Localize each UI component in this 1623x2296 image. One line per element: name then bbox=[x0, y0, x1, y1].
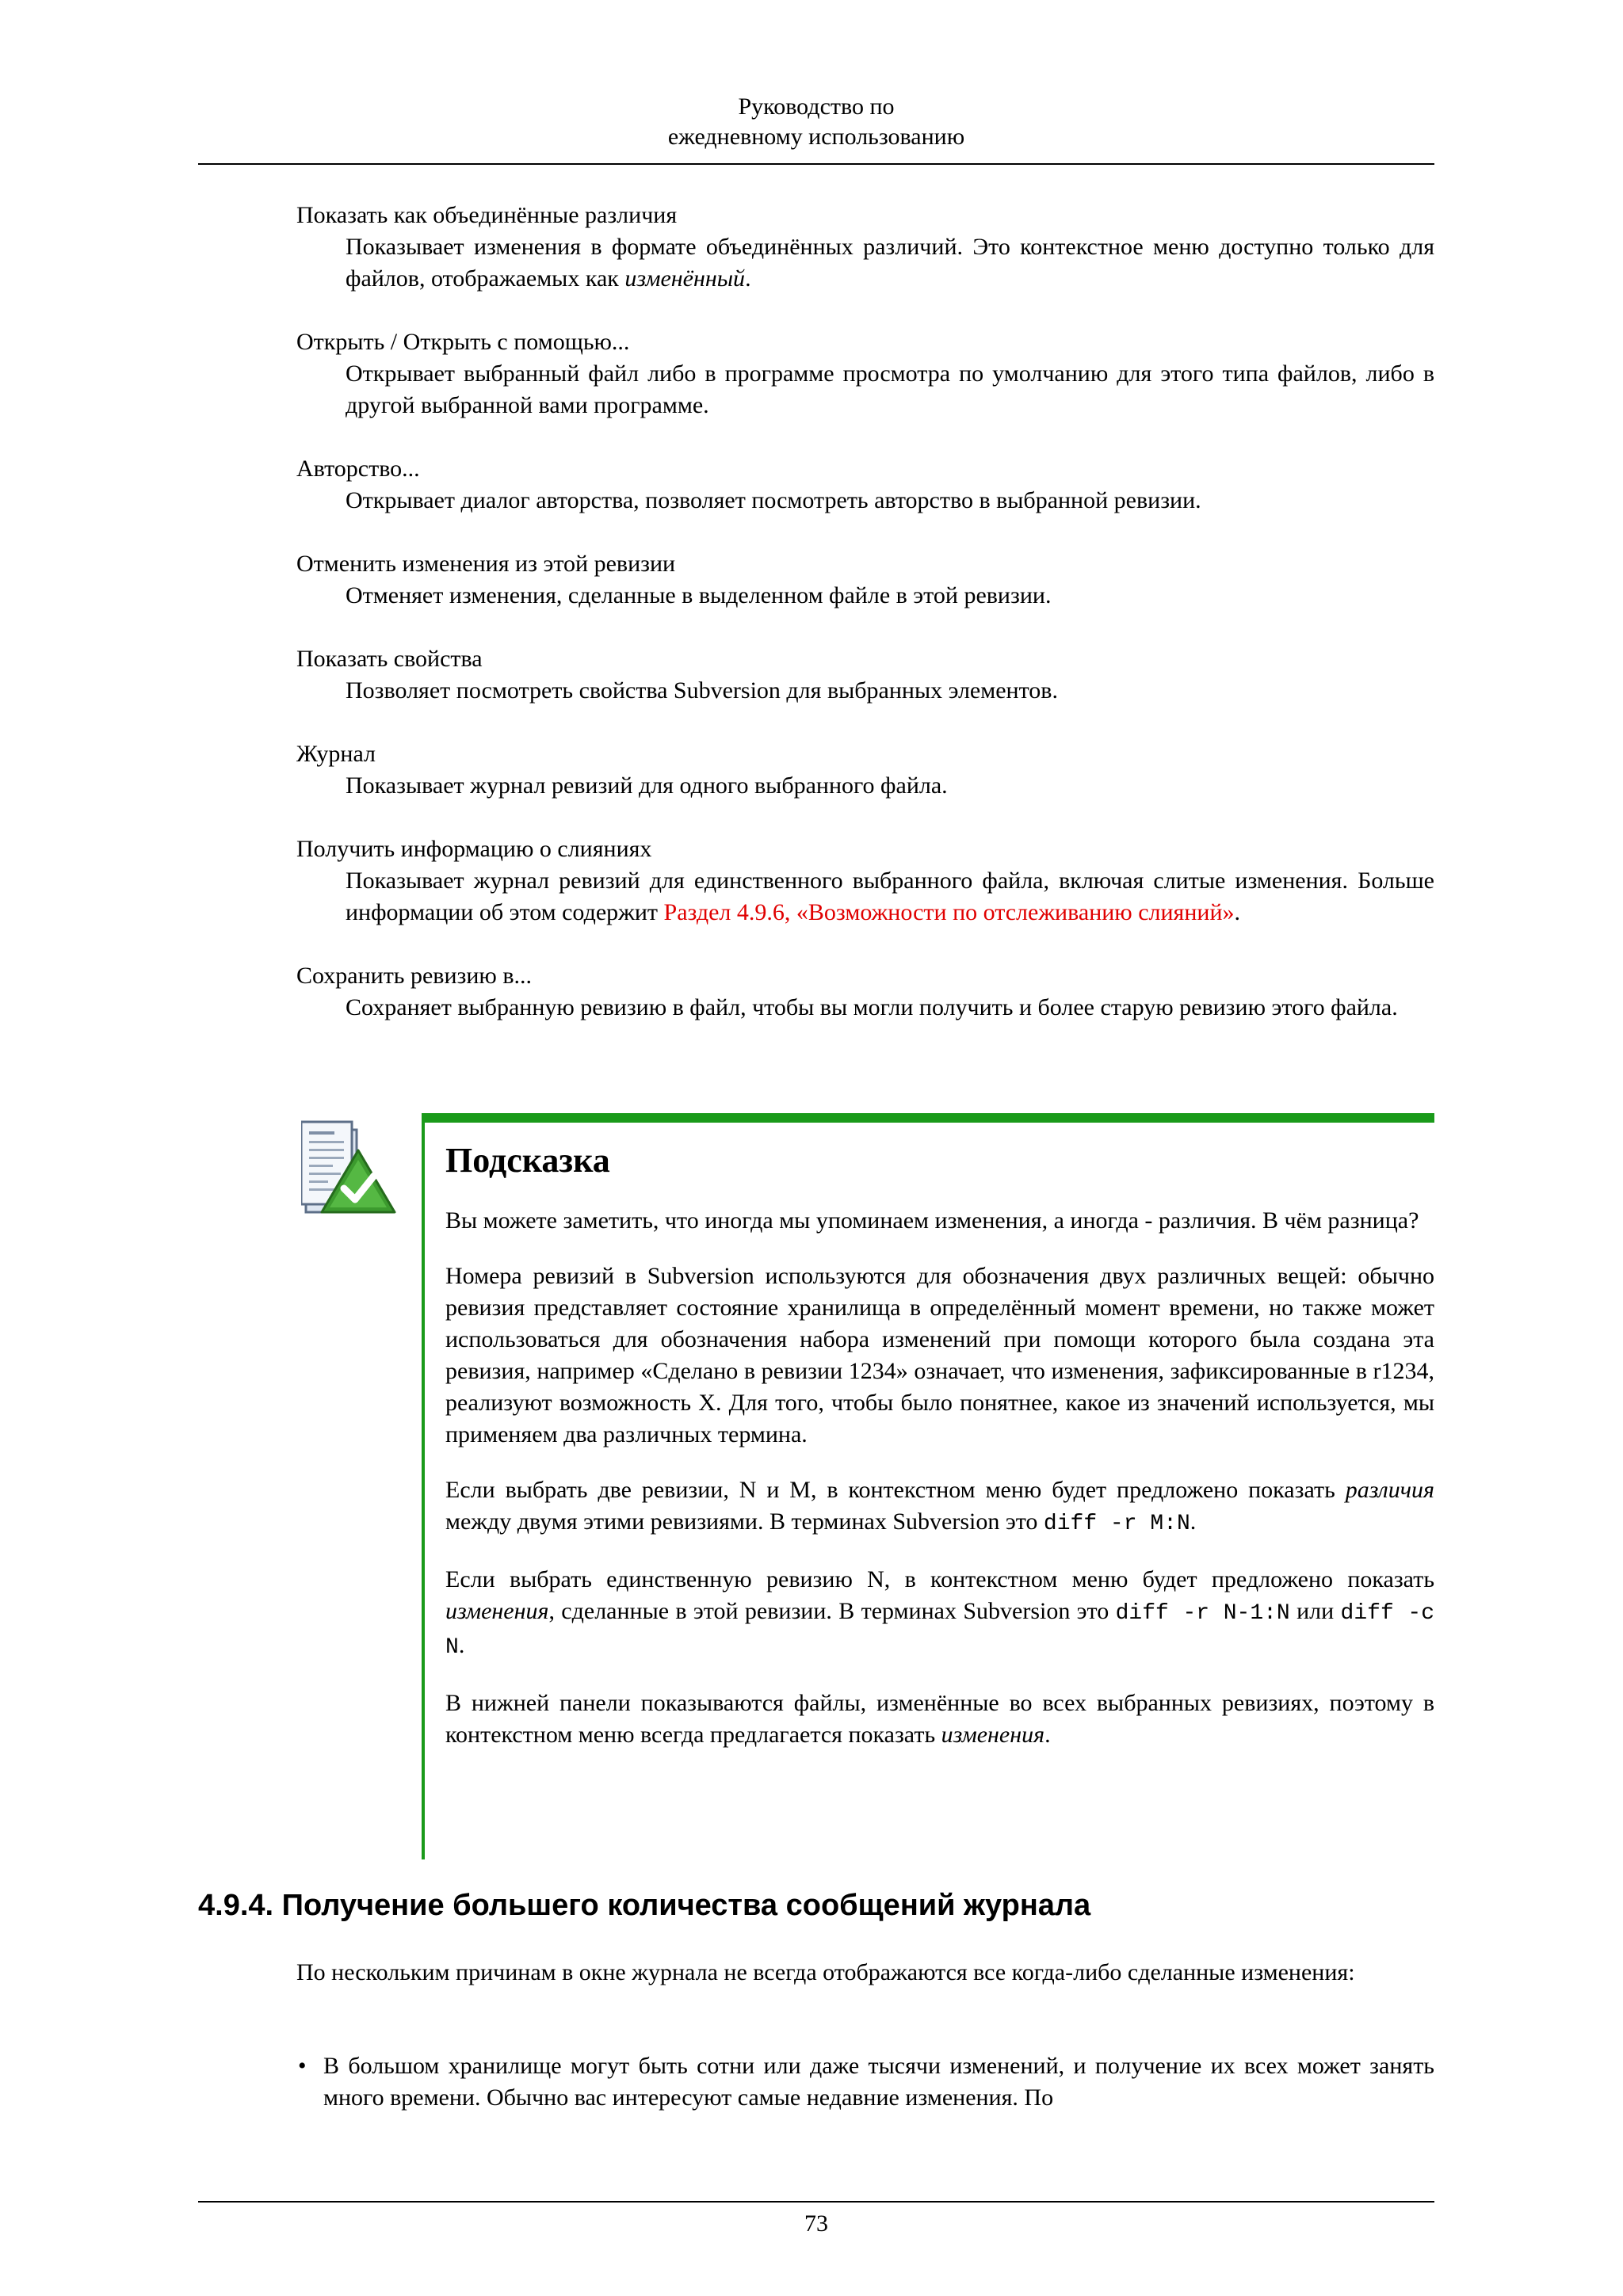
tip-text: . bbox=[1190, 1508, 1197, 1535]
definition-term: Авторство... bbox=[296, 456, 420, 482]
tip-paragraph: Номера ревизий в Subversion используются для обозначения двух различных вещей: обычно ревизия представляет состояние хранилища в определённый момент времени, но также может использоваться для обозначения набора изменений при помощи которого была создана эта ревизия, например «Сделано в ревизии 1234» означает, что изменения, зафиксированные в r1234, реализуют возможность X. Для того, чтобы было понятнее, какое из значений используется, мы применяем два различных термина. bbox=[445, 1263, 1434, 1447]
section-heading: 4.9.4. Получение большего количества сообщений журнала bbox=[198, 1889, 1091, 1922]
definition-term: Показать как объединённые различия bbox=[296, 202, 678, 228]
tip-content bbox=[445, 1137, 1434, 1775]
tip-text: или bbox=[1289, 1598, 1341, 1624]
definition-description: Отменяет изменения, сделанные в выделенном файле в этой ревизии. bbox=[346, 582, 1052, 608]
definition-item bbox=[296, 833, 1434, 929]
definition-list bbox=[296, 200, 1434, 1055]
definition-term: Сохранить ревизию в... bbox=[296, 963, 532, 989]
header-line-1: Руководство по bbox=[738, 93, 895, 120]
definition-description: Открывает диалог авторства, позволяет посмотреть авторство в выбранной ревизии. bbox=[346, 487, 1201, 513]
definition-item bbox=[296, 326, 1434, 421]
definition-description bbox=[346, 865, 1434, 929]
tip-text: . bbox=[1044, 1722, 1051, 1748]
definition-item bbox=[296, 200, 1434, 295]
tip-paragraph bbox=[445, 1474, 1434, 1540]
bullet-marker: • bbox=[298, 2053, 307, 2079]
header-line-2: ежедневному использованию bbox=[667, 124, 965, 150]
definition-description: Сохраняет выбранную ревизию в файл, чтобы вы могли получить и более старую ревизию этого файла. bbox=[346, 994, 1398, 1020]
tip-paragraph bbox=[445, 1688, 1434, 1751]
section-intro: По нескольким причинам в окне журнала не всегда отображаются все когда-либо сделанные изменения: bbox=[296, 1959, 1355, 1985]
tip-text: В нижней панели показываются файлы, изменённые во всех выбранных ревизиях, поэтому в контекстном меню всегда предлагается показать bbox=[445, 1690, 1434, 1748]
tip-paragraph: Вы можете заметить, что иногда мы упоминаем изменения, а иногда - различия. В чём разница? bbox=[445, 1207, 1419, 1234]
tip-emphasis: различия bbox=[1345, 1477, 1434, 1503]
definition-description: Открывает выбранный файл либо в программе просмотра по умолчанию для этого типа файлов, либо в другой выбранной вами программе. bbox=[346, 360, 1434, 418]
tip-text: Если выбрать единственную ревизию N, в контекстном меню будет предложено показать bbox=[445, 1566, 1434, 1592]
definition-term: Отменить изменения из этой ревизии bbox=[296, 551, 676, 577]
merge-tracking-link[interactable]: Раздел 4.9.6, «Возможности по отслеживанию слияний» bbox=[663, 899, 1235, 925]
definition-term: Получить информацию о слияниях bbox=[296, 836, 652, 862]
footer-rule bbox=[198, 2201, 1434, 2203]
definition-item bbox=[296, 643, 1434, 707]
tip-title: Подсказка bbox=[445, 1141, 610, 1180]
page-header bbox=[198, 92, 1434, 152]
tip-box bbox=[422, 1113, 1434, 1859]
tip-text: Если выбрать две ревизии, N и M, в контекстном меню будет предложено показать bbox=[445, 1477, 1346, 1503]
definition-item bbox=[296, 738, 1434, 802]
tip-emphasis: изменения bbox=[941, 1722, 1045, 1748]
page-number: 73 bbox=[804, 2210, 828, 2237]
definition-description: Показывает журнал ревизий для одного выбранного файла. bbox=[346, 772, 948, 799]
tip-text: между двумя этими ревизиями. В терминах Subversion это bbox=[445, 1508, 1044, 1535]
desc-emphasis: изменённый bbox=[624, 265, 746, 292]
definition-item bbox=[296, 548, 1434, 612]
desc-text: . bbox=[1234, 899, 1241, 925]
definition-description: Позволяет посмотреть свойства Subversion для выбранных элементов. bbox=[346, 677, 1058, 704]
list-item bbox=[296, 2050, 1434, 2114]
definition-term: Журнал bbox=[296, 741, 376, 767]
tip-emphasis: изменения bbox=[445, 1598, 549, 1624]
definition-term: Открыть / Открыть с помощью... bbox=[296, 329, 630, 355]
desc-text: Показывает журнал ревизий для единственного выбранного файла, включая слитые изменения. Больше информации об этом содержит bbox=[346, 868, 1434, 925]
tip-paragraph bbox=[445, 1564, 1434, 1664]
tip-code: diff -r N-1:N bbox=[1115, 1601, 1290, 1626]
definition-description bbox=[346, 231, 1434, 295]
definition-item bbox=[296, 453, 1434, 517]
tip-code: diff -c N bbox=[445, 1601, 1434, 1660]
desc-text: Показывает изменения в формате объединённых различий. Это контекстное меню доступно только для файлов, отображаемых как bbox=[346, 234, 1434, 292]
tip-document-checkmark-icon bbox=[301, 1119, 396, 1220]
desc-text: . bbox=[745, 265, 751, 292]
tip-text: , сделанные в этой ревизии. В терминах Subversion это bbox=[548, 1598, 1116, 1624]
bullet-text: В большом хранилище могут быть сотни или даже тысячи изменений, и получение их всех может занять много времени. Обычно вас интересуют самые недавние изменения. По bbox=[323, 2053, 1434, 2111]
tip-text: . bbox=[458, 1632, 465, 1658]
header-rule bbox=[198, 163, 1434, 165]
tip-code: diff -r M:N bbox=[1043, 1512, 1190, 1536]
definition-term: Показать свойства bbox=[296, 646, 483, 672]
bullet-list bbox=[296, 2050, 1434, 2114]
definition-item bbox=[296, 960, 1434, 1024]
